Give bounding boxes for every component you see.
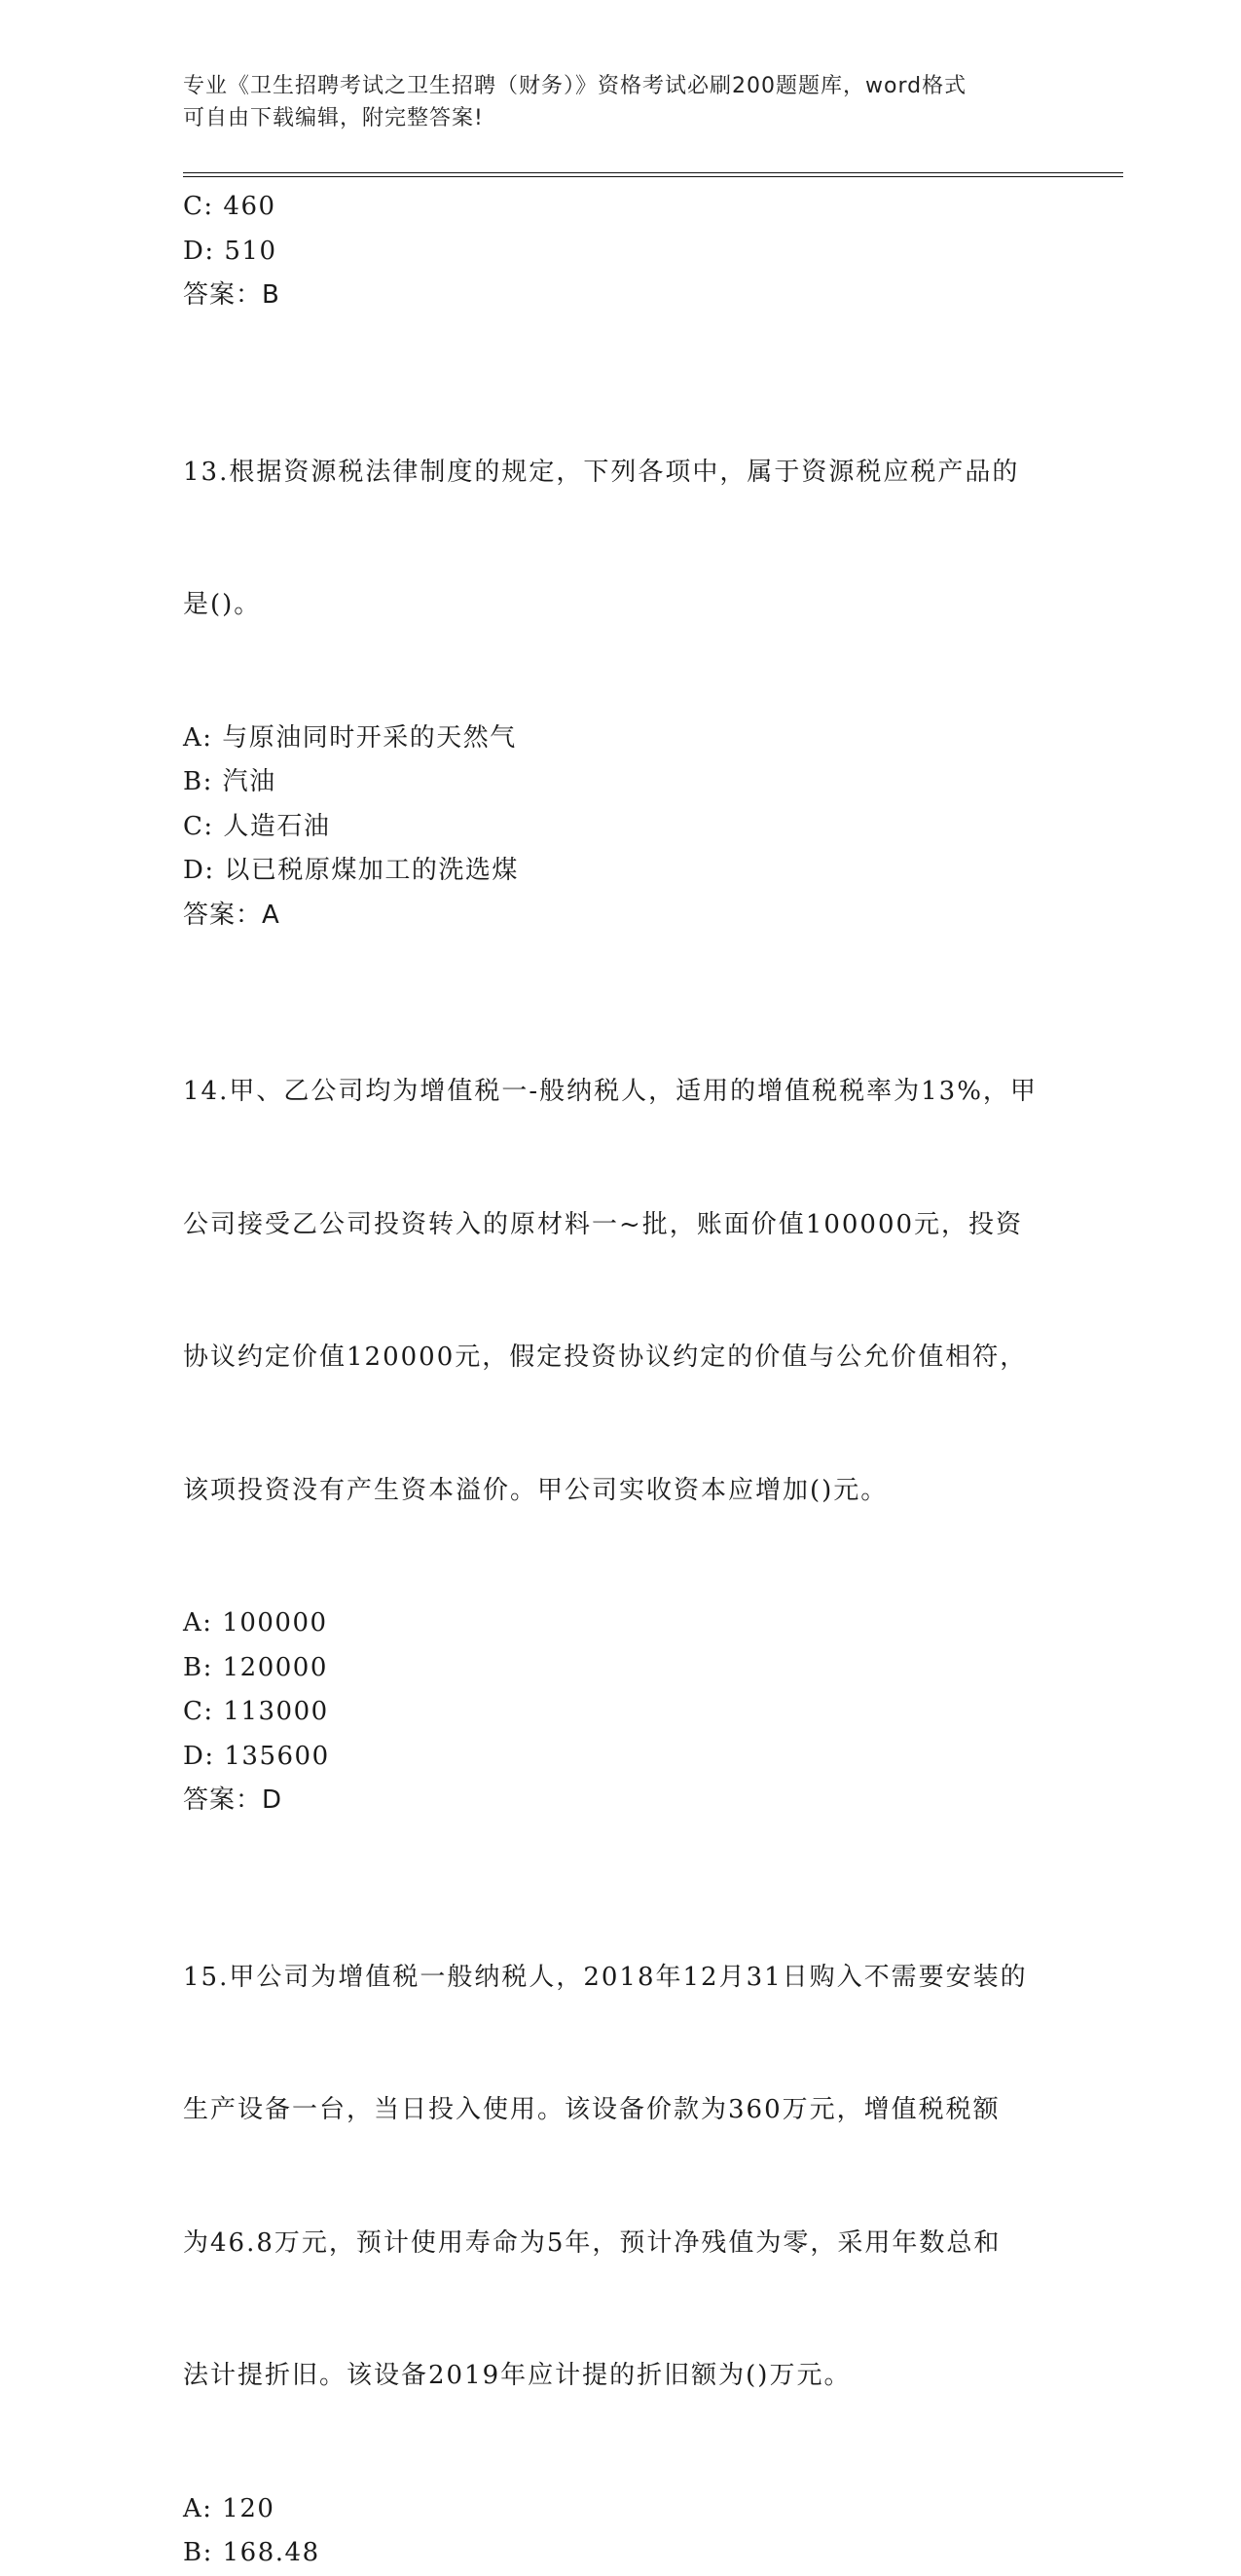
question-text-line: 生产设备一台，当日投入使用。该设备价款为360万元，增值税税额 — [183, 2095, 1001, 2124]
question-text — [183, 362, 1059, 717]
question-content — [183, 185, 1059, 2576]
spacer — [183, 318, 1059, 362]
header-title-line-2: 可自由下载编辑，附完整答案! — [183, 106, 484, 130]
header-title-line-1: 专业《卫生招聘考试之卫生招聘（财务）》资格考试必刷200题题库，word格式 — [183, 74, 967, 98]
page-header — [183, 70, 1040, 134]
option-b: B: 120000 — [183, 1652, 328, 1682]
question-text-line: 13.根据资源税法律制度的规定，下列各项中，属于资源税应税产品的 — [183, 457, 1020, 487]
question-text-line: 法计提折旧。该设备2019年应计提的折旧额为()万元。 — [183, 2361, 852, 2390]
question-text-line: 该项投资没有产生资本溢价。甲公司实收资本应增加()元。 — [183, 1475, 889, 1505]
option-a: A: 120 — [183, 2493, 275, 2523]
question-text-line: 为46.8万元，预计使用寿命为5年，预计净残值为零，采用年数总和 — [183, 2227, 1002, 2258]
answer-line: 答案：B — [183, 280, 280, 310]
option-c: C: 113000 — [183, 1697, 329, 1726]
answer-line: 答案：A — [183, 900, 280, 930]
header-divider — [183, 172, 1123, 177]
option-d: D: 以已税原煤加工的洗选煤 — [183, 856, 519, 885]
question-text-line: 14.甲、乙公司均为增值税一-般纳税人，适用的增值税税率为13%，甲 — [183, 1077, 1038, 1106]
option-d: D: 510 — [183, 236, 277, 266]
spacer — [183, 938, 1059, 981]
question-text — [183, 1867, 1059, 2487]
option-c: C: 460 — [183, 192, 276, 221]
option-b: B: 汽油 — [183, 767, 276, 796]
question-text-line: 公司接受乙公司投资转入的原材料一~批，账面价值100000元，投资 — [183, 1209, 1024, 1239]
question-block-15 — [183, 1867, 1059, 2576]
question-text-line: 15.甲公司为增值税一般纳税人，2018年12月31日购入不需要安装的 — [183, 1962, 1028, 1992]
spacer — [183, 1823, 1059, 1867]
option-b: B: 168.48 — [183, 2538, 320, 2567]
answer-line: 答案：D — [183, 1785, 283, 1815]
question-block-prev — [183, 185, 1059, 318]
question-block-14 — [183, 981, 1059, 1823]
option-a: A: 与原油同时开采的天然气 — [183, 722, 517, 753]
question-block-13 — [183, 362, 1059, 938]
option-a: A: 100000 — [183, 1608, 328, 1638]
question-text — [183, 981, 1059, 1601]
question-text-line: 是()。 — [183, 590, 262, 619]
option-c: C: 人造石油 — [183, 811, 331, 841]
question-text-line: 协议约定价值120000元，假定投资协议约定的价值与公允价值相符， — [183, 1343, 1028, 1372]
option-d: D: 135600 — [183, 1741, 330, 1771]
